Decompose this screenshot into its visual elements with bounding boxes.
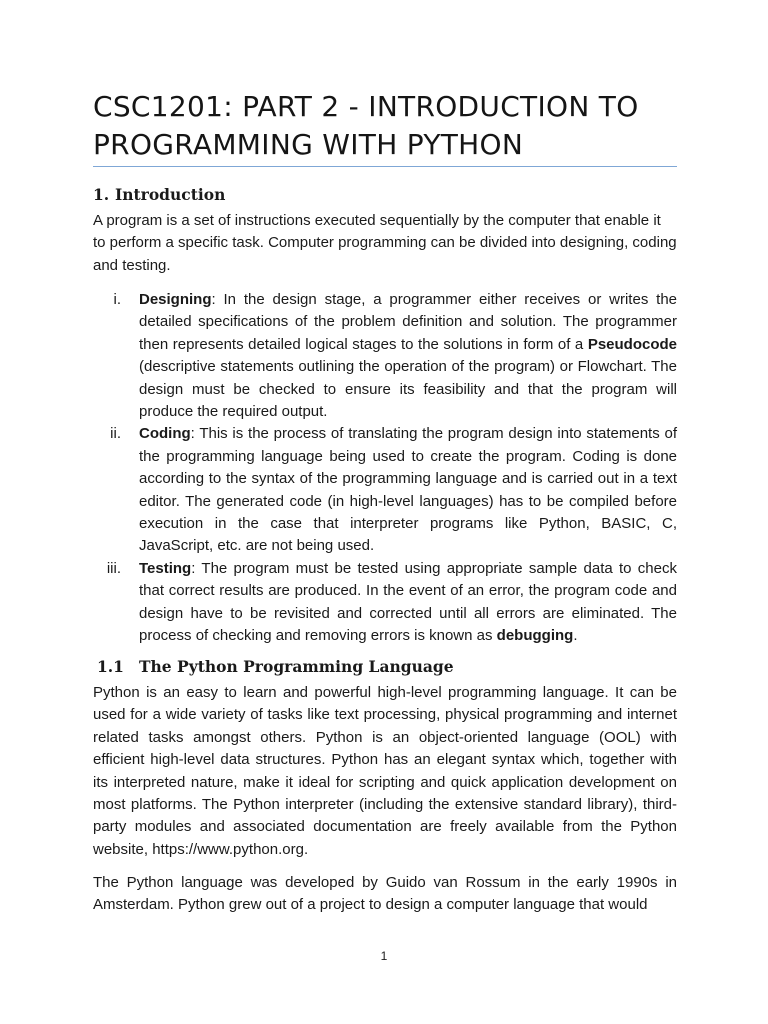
programming-stages-list [93,289,677,648]
term-bold: Testing [139,559,192,577]
list-numeral: iii. [106,559,121,577]
list-numeral: i. [113,291,121,308]
section-heading-python-language [97,656,454,678]
section-heading-introduction [93,184,225,206]
section-number: 1. [93,185,110,204]
python-paragraph: Python is an easy to learn and powerful high-level programming language. It can be used for a wide variety of tasks like text processing, physical programming and internet related tasks amongst others. Python is an object-oriented language (OOL) with efficient high-level data structures. Python has an elegant syntax which, together with its interpreted nature, make it ideal for scripting and quick application development on most platforms. The Python interpreter (including the extensive standard library), third-party modules and associated documentation are freely available from the Python website, https://www.python.org. [93,684,677,858]
item-text: : The program must be tested using appropriate sample data to check that correct results are produced. In the event of an error, the program code and design have to be revisited and corrected until all errors are eliminated. The process of checking and removing errors is known as [139,559,677,645]
title-underline [93,166,677,167]
intro-paragraph: A program is a set of instructions executed sequentially by the computer that enable it to perform a specific task. Computer programming can be divided into designing, coding and testing. [93,212,677,274]
term-bold: Coding [139,425,191,443]
page-number: 1 [380,949,388,963]
section-title: Introduction [115,185,226,204]
item-text: (descriptive statements outlining the operation of the program) or Flowchart. The design must be checked to ensure its feasibility and that the program will produce the required output. [139,358,677,421]
term-bold: Designing [139,291,212,308]
list-item [93,423,677,557]
term-bold: debugging [496,627,574,645]
list-item [93,558,677,648]
item-text: : In the design stage, a programmer either receives or writes the detailed specifications of the problem definition and solution. The programmer then represents detailed logical stages to the solutions in form of a [139,291,677,353]
item-text: : This is the process of translating the program design into statements of the programming language being used to create the program. Coding is done according to the syntax of the programming language and is carried out in a text editor. The generated code (in high-level languages) has to be compiled before execution in the case that interpreter programs like Python, BASIC, C, JavaScript, etc. are not being used. [139,425,677,555]
document-title: CSC1201: PART 2 - INTRODUCTION TO PROGRAMMING WITH PYTHON [93,90,639,161]
term-bold: Pseudocode [587,335,677,353]
section-title: The Python Programming Language [139,657,454,676]
list-numeral: ii. [110,425,121,443]
section-number: 1.1 [97,657,124,676]
python-history-paragraph: The Python language was developed by Guido van Rossum in the early 1990s in Amsterdam. Python grew out of a project to design a computer language that would [93,874,677,914]
list-item [93,289,677,423]
item-text: . [573,627,578,645]
